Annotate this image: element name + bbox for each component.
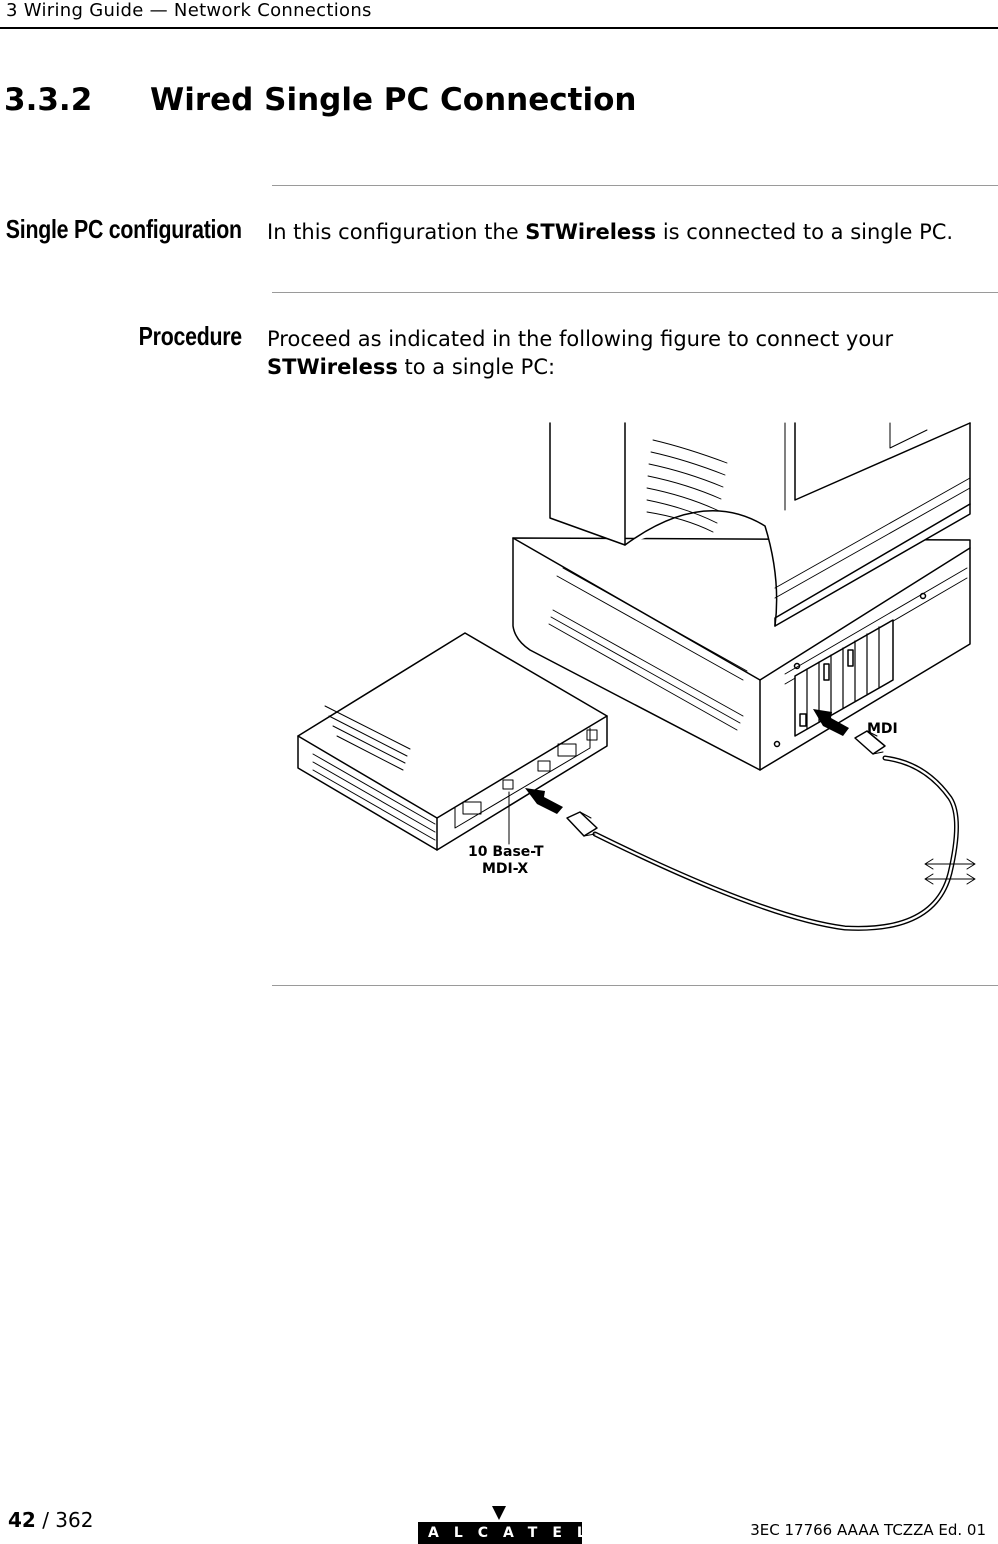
header-rule	[0, 27, 998, 29]
logo-text: ALCATEL	[428, 1525, 601, 1541]
port-label-line-1: 10 Base-T	[468, 844, 544, 860]
section-title	[4, 82, 636, 118]
procedure-line-1: Proceed as indicated in the following figure to connect your	[267, 327, 894, 351]
brand-logo	[418, 1506, 601, 1544]
connection-diagram	[295, 418, 985, 938]
procedure-line-2-rest: to a single PC:	[397, 355, 556, 379]
product-name: STWireless	[525, 220, 657, 244]
procedure-line-2	[267, 353, 893, 381]
product-name-2: STWireless	[267, 355, 398, 379]
logo-triangle-icon	[492, 1506, 506, 1520]
mdi-label: MDI	[867, 721, 898, 737]
page-current: 42	[8, 1508, 36, 1532]
section-title-text: Wired Single PC Connection	[150, 82, 637, 118]
page-number	[8, 1508, 93, 1532]
side-label-procedure: Procedure	[138, 321, 242, 351]
side-label-configuration: Single PC configuration	[6, 214, 242, 244]
connection-figure	[295, 418, 985, 938]
page-separator: /	[35, 1508, 56, 1532]
configuration-text-b: is connected to a single PC.	[656, 220, 954, 244]
port-label-line-2: MDI-X	[482, 861, 529, 877]
network-cable	[595, 758, 957, 928]
rj45-plug-left	[567, 812, 597, 836]
configuration-text-a: In this configuration the	[267, 220, 526, 244]
page-total: 362	[55, 1508, 94, 1532]
document-reference: 3EC 17766 AAAA TCZZA Ed. 01	[750, 1521, 986, 1539]
configuration-paragraph	[267, 218, 953, 246]
divider-3	[272, 985, 998, 986]
divider-2	[272, 292, 998, 293]
section-number: 3.3.2	[4, 82, 93, 118]
arrow-device-port	[525, 788, 563, 814]
procedure-paragraph	[267, 325, 893, 381]
divider-1	[272, 185, 998, 186]
running-header: 3 Wiring Guide — Network Connections	[6, 0, 372, 21]
